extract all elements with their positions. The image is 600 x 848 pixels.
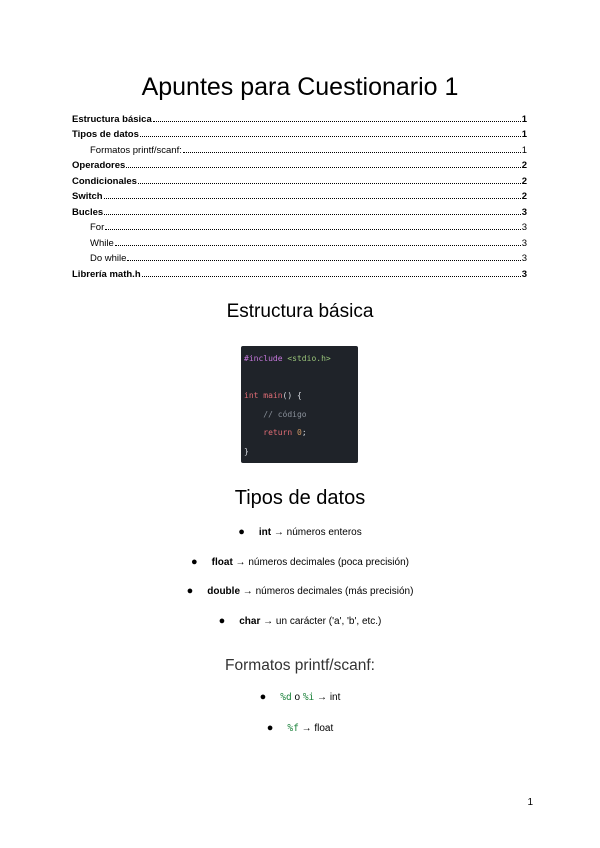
toc-leader [153,121,521,122]
bullet-icon: ● [218,615,226,627]
code-return-value: 0 [297,428,302,437]
bullet-icon: ● [186,585,194,597]
toc-label: Condicionales [72,175,137,187]
list-item-float [0,555,600,570]
type-description: → números decimales (poca precisión) [232,557,409,568]
toc-page: 1 [521,144,527,156]
code-function-name: main [263,391,283,400]
bullet-icon: ● [259,691,267,703]
toc-leader [140,136,521,137]
toc-label: Do while [90,253,127,264]
toc-entry-do-while[interactable] [72,250,527,266]
toc-page: 3 [521,222,527,233]
toc-page: 3 [521,237,527,249]
format-description: → float [298,723,334,734]
toc-leader [104,198,521,199]
code-include-keyword: #include [244,354,283,363]
toc-leader [115,245,521,246]
format-connector: o [291,692,303,703]
toc-label: Estructura básica [72,113,152,125]
code-include-header: <stdio.h> [287,354,331,363]
page-number: 1 [527,797,533,808]
heading-estructura-basica: Estructura básica [226,301,374,322]
toc-entry-for[interactable] [72,219,527,235]
toc-entry-formatos[interactable] [72,141,527,157]
toc-page: 1 [521,129,527,140]
toc-leader [183,152,521,153]
toc-entry-bucles[interactable] [72,203,527,219]
toc-entry-condicionales[interactable] [72,172,527,188]
toc-page: 3 [521,253,527,264]
toc-label: Operadores [72,160,126,171]
toc-entry-math[interactable] [72,265,527,281]
bullet-icon: ● [238,526,245,538]
toc-entry-operadores[interactable] [72,157,527,173]
code-snippet [241,346,358,463]
toc-leader [104,214,521,215]
bullet-icon: ● [191,556,198,568]
list-item-int [0,525,600,540]
page-title: Apuntes para Cuestionario 1 [141,73,459,101]
type-term: int [258,527,272,538]
type-term: double [207,586,241,597]
type-term: float [211,557,233,568]
toc-label: Formatos printf/scanf: [90,144,182,156]
toc-label: Tipos de datos [72,129,139,140]
toc-label: Librería math.h [72,268,141,280]
format-code: %f [287,723,299,734]
format-code: %i [302,692,315,703]
bullet-icon: ● [266,722,274,734]
type-description: → un carácter ('a', 'b', etc.) [260,616,382,627]
code-semicolon: ; [301,428,307,437]
toc-label: While [90,237,114,249]
format-code: %d [280,692,292,703]
toc-leader [126,167,520,168]
heading-formatos: Formatos printf/scanf: [225,657,375,674]
code-type-keyword: int [244,391,259,400]
toc-page: 3 [521,268,527,280]
toc-leader [142,276,521,277]
toc-entry-while[interactable] [72,234,527,250]
toc-entry-tipos[interactable] [72,126,527,142]
code-close-brace: } [244,446,249,456]
type-description: → números enteros [271,527,362,538]
toc-page: 2 [521,175,527,187]
type-description: → números decimales (más precisión) [240,586,414,597]
toc-leader [105,229,520,230]
code-comment: // código [263,409,307,419]
table-of-contents [72,110,527,281]
toc-page: 2 [521,191,527,202]
code-function-parens: () { [282,391,302,400]
heading-tipos-de-datos: Tipos de datos [234,487,366,509]
list-item-format-int [0,690,600,705]
toc-page: 2 [521,160,527,171]
list-item-double [0,584,600,599]
toc-leader [138,183,521,184]
toc-page: 3 [521,206,527,218]
type-term: char [239,616,261,627]
toc-entry-estructura[interactable] [72,110,527,126]
toc-label: Switch [72,191,103,202]
toc-entry-switch[interactable] [72,188,527,204]
code-return-keyword: return [263,428,293,437]
toc-label: Bucles [72,206,104,218]
format-description: → int [314,692,341,703]
list-item-format-float [0,721,600,736]
toc-label: For [90,222,105,233]
toc-leader [127,260,520,261]
toc-page: 1 [521,113,527,125]
list-item-char [0,614,600,629]
